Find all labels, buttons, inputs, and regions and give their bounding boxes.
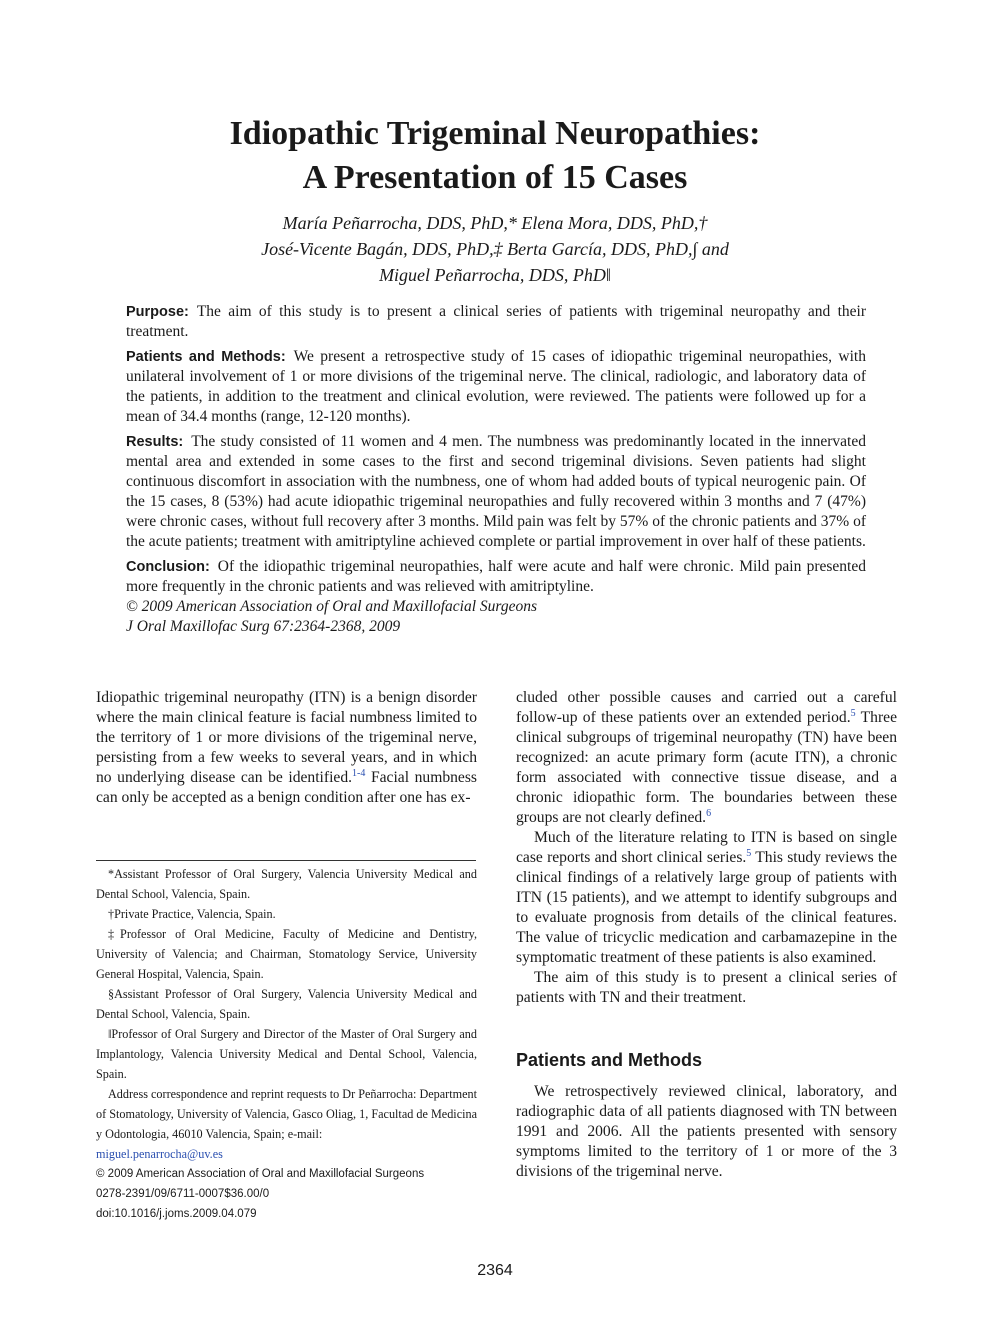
footnote-divider (96, 860, 476, 861)
abstract-conclusion (126, 557, 866, 597)
abstract-methods (126, 347, 866, 427)
right-paragraph-1 (516, 688, 897, 828)
footnote-copyright: © 2009 American Association of Oral and Maxillofacial Surgeons (96, 1168, 425, 1180)
right-paragraph-3: The aim of this study is to present a clinical series of patients with TN and their treatment. (516, 969, 897, 1006)
results-text: The study consisted of 11 women and 4 men. The numbness was predominantly located in the innervated mental area and extended in some cases to the first and second trigeminal divisions. Seven patients had slight continuous discomfort in association with the numbness, one of whom had added bouts of typical neurogenic pain. Of the 15 cases, 8 (53%) had acute idiopathic trigeminal neuropathies and fully recovered within 3 months and 7 (47%) were chronic cases, without full recovery after 3 months. Mild pain was felt by 57% of the chronic patients and 37% of the acute patients; treatment with amitriptyline achieved complete or partial improvement in over half of these patients. (126, 433, 866, 550)
reference-link[interactable]: 1-4 (352, 767, 366, 779)
p2-text-b: This study reviews the clinical findings of a relatively large group of patients with ITN (15 patients), and we attempt to identify subgroups and to evaluate prognosis from details of the clinical features. The value of tricyclic medication and carbamazepine in the symptomatic treatment of these patients is also examined. (516, 849, 898, 966)
conclusion-label: Conclusion: (126, 559, 210, 575)
abstract (126, 302, 866, 637)
purpose-label: Purpose: (126, 304, 189, 320)
footnote-2: †Private Practice, Valencia, Spain. (108, 907, 276, 921)
author-line-3: Miguel Peñarrocha, DDS, PhD‖ (379, 265, 611, 285)
footnote-3: ‡Professor of Oral Medicine, Faculty of Medicine and Dentistry, University of Valencia; and Chairman, Stomatology Service, University General Hospital, Valencia, Spain. (96, 927, 477, 981)
methods-paragraph: We retrospectively reviewed clinical, laboratory, and radiographic data of all patients diagnosed with TN between 1991 and 2006. All the patients presented with sensory symptoms limited to the territory of 1 or more of the 3 divisions of the trigeminal nerve. (516, 1083, 897, 1180)
abstract-results (126, 432, 866, 552)
abstract-copyright: © 2009 American Association of Oral and Maxillofacial Surgeons (126, 598, 538, 615)
section-heading-methods: Patients and Methods (516, 1050, 703, 1070)
doi: doi:10.1016/j.joms.2009.04.079 (96, 1208, 257, 1220)
intro-text-a: Idiopathic trigeminal neuropathy (ITN) is a benign disorder where the main clinical feature is facial numbness limited to the territory of 1 or more divisions of the trigeminal nerve, persisting from a few weeks to several years, and in which no underlying disease can be identified. (96, 689, 477, 786)
page-number: 2364 (477, 1262, 513, 1279)
intro-text-b: Facial numbness can only be accepted as a benign condition after one has ex- (96, 769, 477, 806)
title-line-1: Idiopathic Trigeminal Neuropathies: (229, 115, 761, 152)
purpose-text: The aim of this study is to present a clinical series of patients with trigeminal neuropathy and their treatment. (126, 303, 866, 340)
footnote-5: ‖Professor of Oral Surgery and Director of the Master of Oral Surgery and Implantology, Valencia University Medical and Dental School, Valencia, Spain. (96, 1027, 477, 1081)
author-list (0, 210, 990, 288)
email-link[interactable]: miguel.penarrocha@uv.es (96, 1147, 223, 1161)
p2-text-a: Much of the literature relating to ITN is based on single case reports and short clinical series. (516, 829, 897, 866)
author-line-1: María Peñarrocha, DDS, PhD,* Elena Mora, DDS, PhD,† (282, 213, 708, 233)
reference-link[interactable]: 5 (746, 847, 752, 859)
right-column (516, 688, 897, 1182)
article-title (0, 112, 990, 200)
footnote-1: *Assistant Professor of Oral Surgery, Valencia University Medical and Dental School, Valencia, Spain. (96, 867, 477, 901)
correspondence-address: Address correspondence and reprint requests to Dr Peñarrocha: Department of Stomatology, University of Valencia, Gasco Oliag, 1, Facultad de Medicina y Odontologia, 46010 Valencia, Spain; e-mail: (96, 1087, 477, 1141)
author-line-2: José-Vicente Bagán, DDS, PhD,‡ Berta García, DDS, PhD,∫ and (261, 239, 729, 259)
title-line-2: A Presentation of 15 Cases (302, 159, 688, 196)
reference-link[interactable]: 6 (706, 807, 712, 819)
methods-label: Patients and Methods: (126, 349, 286, 365)
left-column (96, 688, 477, 808)
conclusion-text: Of the idiopathic trigeminal neuropathies, half were acute and half were chronic. Mild pain presented more frequently in the chronic patients and was relieved with amitriptyline. (126, 558, 866, 595)
methods-text: We present a retrospective study of 15 cases of idiopathic trigeminal neuropathies, with unilateral involvement of 1 or more divisions of the trigeminal nerve. The clinical, radiologic, and laboratory data of the patients, in addition to the treatment and clinical evolution, were reviewed. The patients were followed up for a mean of 34.4 months (range, 12-120 months). (126, 348, 866, 425)
results-label: Results: (126, 434, 184, 450)
footnote-4: §Assistant Professor of Oral Surgery, Valencia University Medical and Dental School, Valencia, Spain. (96, 987, 477, 1021)
reference-link[interactable]: 5 (850, 707, 856, 719)
journal-citation: J Oral Maxillofac Surg 67:2364-2368, 2009 (126, 618, 401, 635)
p1-text-b: Three clinical subgroups of trigeminal neuropathy (TN) have been recognized: an acute primary form (acute ITN), a chronic form associated with connective tissue disease, and a chronic idiopathic form. The boundaries between these groups are not clearly defined. (516, 709, 897, 826)
issn: 0278-2391/09/6711-0007$36.00/0 (96, 1188, 270, 1200)
p1-text-a: cluded other possible causes and carried out a careful follow-up of these patients over an extended period. (516, 689, 897, 726)
intro-paragraph (96, 688, 477, 808)
footnotes (96, 864, 477, 1224)
right-paragraph-2 (516, 828, 897, 968)
abstract-purpose (126, 302, 866, 342)
